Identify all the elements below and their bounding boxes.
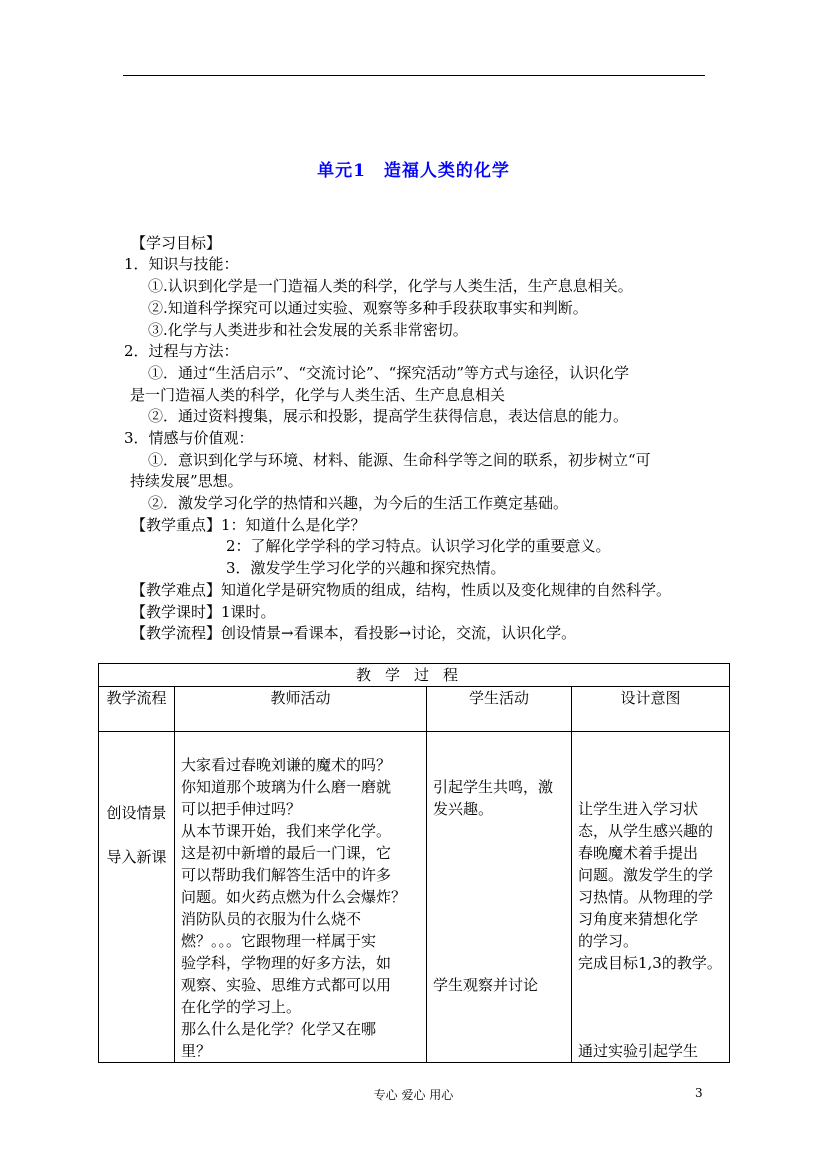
teacher-line: 那么什么是化学？化学又在哪 bbox=[181, 1020, 377, 1038]
table-caption: 教学过程 bbox=[99, 664, 730, 687]
teacher-line: 消防队员的衣服为什么烧不 bbox=[181, 910, 362, 928]
teacher-line: 大家看过春晚刘谦的魔术的吗？ bbox=[181, 756, 392, 774]
text-line: 是一门造福人类的科学，化学与人类生活、生产息息相关 bbox=[130, 386, 506, 404]
text-line: ②．激发学习化学的热情和兴趣，为今后的生活工作奠定基础。 bbox=[148, 494, 569, 512]
text-line: 1．知识与技能： bbox=[124, 255, 239, 273]
text-line: ①．通过“生活启示”、“交流讨论”、“探究活动”等方式与途径，认识化学 bbox=[148, 364, 630, 382]
student-activity-cell bbox=[427, 732, 572, 1063]
text-line: ②.知道科学探究可以通过实验、观察等多种手段获取事实和判断。 bbox=[148, 299, 588, 317]
design-line: 问题。激发学生的学 bbox=[578, 866, 714, 884]
design-line: 春晚魔术着手提出 bbox=[578, 844, 699, 862]
student-line: 学生观察并讨论 bbox=[433, 976, 539, 994]
design-line: 习热情。从物理的学 bbox=[578, 888, 714, 906]
text-line: ①.认识到化学是一门造福人类的科学，化学与人类生活，生产息息相关。 bbox=[148, 277, 633, 295]
text-line: ①．意识到化学与环境、材料、能源、生命科学等之间的联系，初步树立“可 bbox=[148, 451, 651, 469]
text-line: 【教学难点】知道化学是研究物质的组成，结构，性质以及变化规律的自然科学。 bbox=[131, 581, 672, 599]
text-line: 【教学重点】1：知道什么是化学？ bbox=[131, 516, 366, 534]
teacher-line: 验学科，学物理的好多方法，如 bbox=[181, 954, 392, 972]
student-line: 发兴趣。 bbox=[433, 800, 494, 818]
design-line: 的学习。 bbox=[578, 932, 639, 950]
header-cell: 学生活动 bbox=[427, 687, 572, 732]
teacher-line: 你知道那个玻璃为什么磨一磨就 bbox=[181, 778, 392, 796]
text-line: 持续发展”思想。 bbox=[130, 472, 243, 490]
text-line: 【教学流程】创设情景→看课本，看投影→讨论，交流，认识化学。 bbox=[131, 624, 577, 642]
teacher-line: 里？ bbox=[181, 1042, 212, 1060]
text-line: 3．激发学生学习化学的兴趣和探究热情。 bbox=[226, 559, 506, 577]
teacher-line: 从本节课开始，我们来学化学。 bbox=[181, 822, 392, 840]
teacher-line: 可以把手伸过吗？ bbox=[181, 800, 302, 818]
teaching-process-table bbox=[98, 663, 730, 1063]
teacher-line: 这是初中新增的最后一门课，它 bbox=[181, 844, 392, 862]
stage-label: 导入新课 bbox=[106, 848, 167, 866]
page-title: 单元1 造福人类的化学 bbox=[317, 161, 510, 181]
design-line: 完成目标1,3的教学。 bbox=[578, 954, 722, 972]
teacher-line: 在化学的学习上。 bbox=[181, 998, 302, 1016]
stage-label: 创设情景 bbox=[106, 804, 167, 822]
teacher-line: 观察、实验、思维方式都可以用 bbox=[181, 976, 392, 994]
header-rule bbox=[123, 75, 705, 76]
header-cell: 教师活动 bbox=[175, 687, 427, 732]
text-line: ②．通过资料搜集，展示和投影，提高学生获得信息，表达信息的能力。 bbox=[148, 407, 629, 425]
student-line: 引起学生共鸣，激 bbox=[433, 778, 554, 796]
teacher-activity-cell bbox=[175, 732, 427, 1063]
section-heading: 【学习目标】 bbox=[131, 234, 222, 252]
design-line: 习角度来猜想化学 bbox=[578, 910, 699, 928]
page-number: 3 bbox=[695, 1086, 703, 1100]
header-cell: 教学流程 bbox=[99, 687, 175, 732]
text-line: 3．情感与价值观： bbox=[124, 429, 254, 447]
teacher-line: 问题。如火药点燃为什么会爆炸？ bbox=[181, 888, 407, 906]
page-footer: 专心 爱心 用心 bbox=[373, 1088, 454, 1102]
design-line: 让学生进入学习状 bbox=[578, 800, 699, 818]
design-line: 态，从学生感兴趣的 bbox=[578, 822, 714, 840]
design-intent-cell bbox=[572, 732, 730, 1063]
text-line: ③.化学与人类进步和社会发展的关系非常密切。 bbox=[148, 321, 468, 339]
teacher-line: 可以帮助我们解答生活中的许多 bbox=[181, 866, 392, 884]
process-stage-cell bbox=[99, 732, 175, 1063]
text-line: 2．过程与方法： bbox=[124, 342, 239, 360]
text-line: 【教学课时】1课时。 bbox=[131, 603, 276, 621]
header-cell: 设计意图 bbox=[572, 687, 730, 732]
teacher-line: 燃？。。。它跟物理一样属于实 bbox=[181, 932, 377, 950]
design-line: 通过实验引起学生 bbox=[578, 1042, 699, 1060]
text-line: 2：了解化学学科的学习特点。认识学习化学的重要意义。 bbox=[226, 537, 611, 555]
